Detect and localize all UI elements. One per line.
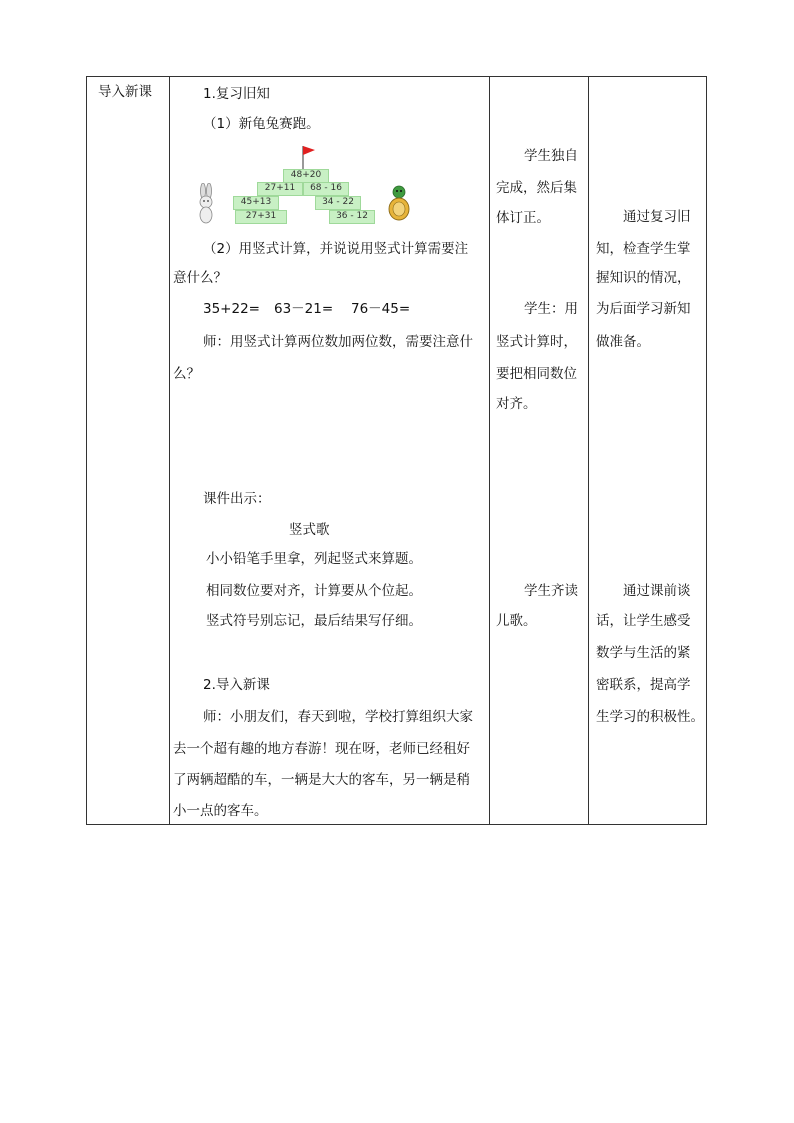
student-activity: 对齐。 bbox=[496, 396, 537, 412]
calc-expression: 35+22= bbox=[203, 301, 260, 317]
intro-line: 小一点的客车。 bbox=[173, 803, 268, 819]
design-intent: 握知识的情况， bbox=[596, 270, 691, 286]
student-activity: 竖式计算时， bbox=[496, 334, 577, 350]
item-vertical-calc: （2）用竖式计算，并说说用竖式计算需要注 bbox=[203, 241, 469, 257]
design-intent: 通过复习旧 bbox=[623, 209, 691, 225]
design-intent: 密联系，提高学 bbox=[596, 677, 691, 693]
column-divider bbox=[489, 77, 490, 824]
rabbit-icon bbox=[195, 183, 217, 225]
song-line: 小小铅笔手里拿，列起竖式来算题。 bbox=[206, 551, 422, 567]
turtle-icon bbox=[387, 185, 411, 223]
song-line: 相同数位要对齐，计算要从个位起。 bbox=[206, 583, 422, 599]
intro-line: 去一个超有趣的地方春游！现在呀，老师已经租好 bbox=[173, 741, 470, 757]
calc-expression: 63－21= bbox=[274, 301, 334, 317]
design-intent: 通过课前谈 bbox=[623, 583, 691, 599]
race-block-left: 45+13 bbox=[233, 196, 279, 210]
race-illustration bbox=[195, 145, 420, 227]
design-intent: 做准备。 bbox=[596, 334, 650, 350]
design-intent: 知，检查学生掌 bbox=[596, 241, 691, 257]
student-activity: 学生齐读 bbox=[524, 583, 578, 599]
race-block-left: 27+31 bbox=[235, 210, 287, 224]
stage-label: 导入新课 bbox=[98, 84, 152, 100]
intro-line: 师：小朋友们，春天到啦，学校打算组织大家 bbox=[203, 709, 473, 725]
design-intent: 数学与生活的紧 bbox=[596, 645, 691, 661]
student-activity: 学生：用 bbox=[524, 301, 578, 317]
teacher-question: 师：用竖式计算两位数加两位数，需要注意什 bbox=[203, 334, 473, 350]
calc-expression: 76－45= bbox=[351, 301, 411, 317]
student-activity: 完成，然后集 bbox=[496, 180, 577, 196]
race-block-right: 36 - 12 bbox=[329, 210, 375, 224]
column-divider bbox=[169, 77, 170, 824]
student-activity: 体订正。 bbox=[496, 210, 550, 226]
song-title: 竖式歌 bbox=[289, 522, 330, 538]
intro-line: 了两辆超酷的车，一辆是大大的客车，另一辆是稍 bbox=[173, 772, 470, 788]
design-intent: 生学习的积极性。 bbox=[596, 709, 704, 725]
design-intent: 话，让学生感受 bbox=[596, 613, 691, 629]
section-heading-intro: 2.导入新课 bbox=[203, 677, 270, 693]
student-activity: 学生独自 bbox=[524, 148, 578, 164]
song-line: 竖式符号别忘记，最后结果写仔细。 bbox=[206, 613, 422, 629]
section-heading-review: 1.复习旧知 bbox=[203, 86, 270, 102]
item-race: （1）新龟兔赛跑。 bbox=[203, 116, 320, 132]
courseware-label: 课件出示： bbox=[203, 491, 271, 507]
race-block-top: 48+20 bbox=[283, 169, 329, 183]
column-divider bbox=[588, 77, 589, 824]
teacher-question-cont: 么？ bbox=[173, 366, 200, 382]
race-block-right: 34 - 22 bbox=[315, 196, 361, 210]
item-vertical-calc-cont: 意什么？ bbox=[173, 270, 227, 286]
flag-icon bbox=[301, 145, 317, 169]
race-block-right: 68 - 16 bbox=[303, 182, 349, 196]
design-intent: 为后面学习新知 bbox=[596, 301, 691, 317]
student-activity: 儿歌。 bbox=[496, 613, 537, 629]
student-activity: 要把相同数位 bbox=[496, 366, 577, 382]
race-block-left: 27+11 bbox=[257, 182, 303, 196]
